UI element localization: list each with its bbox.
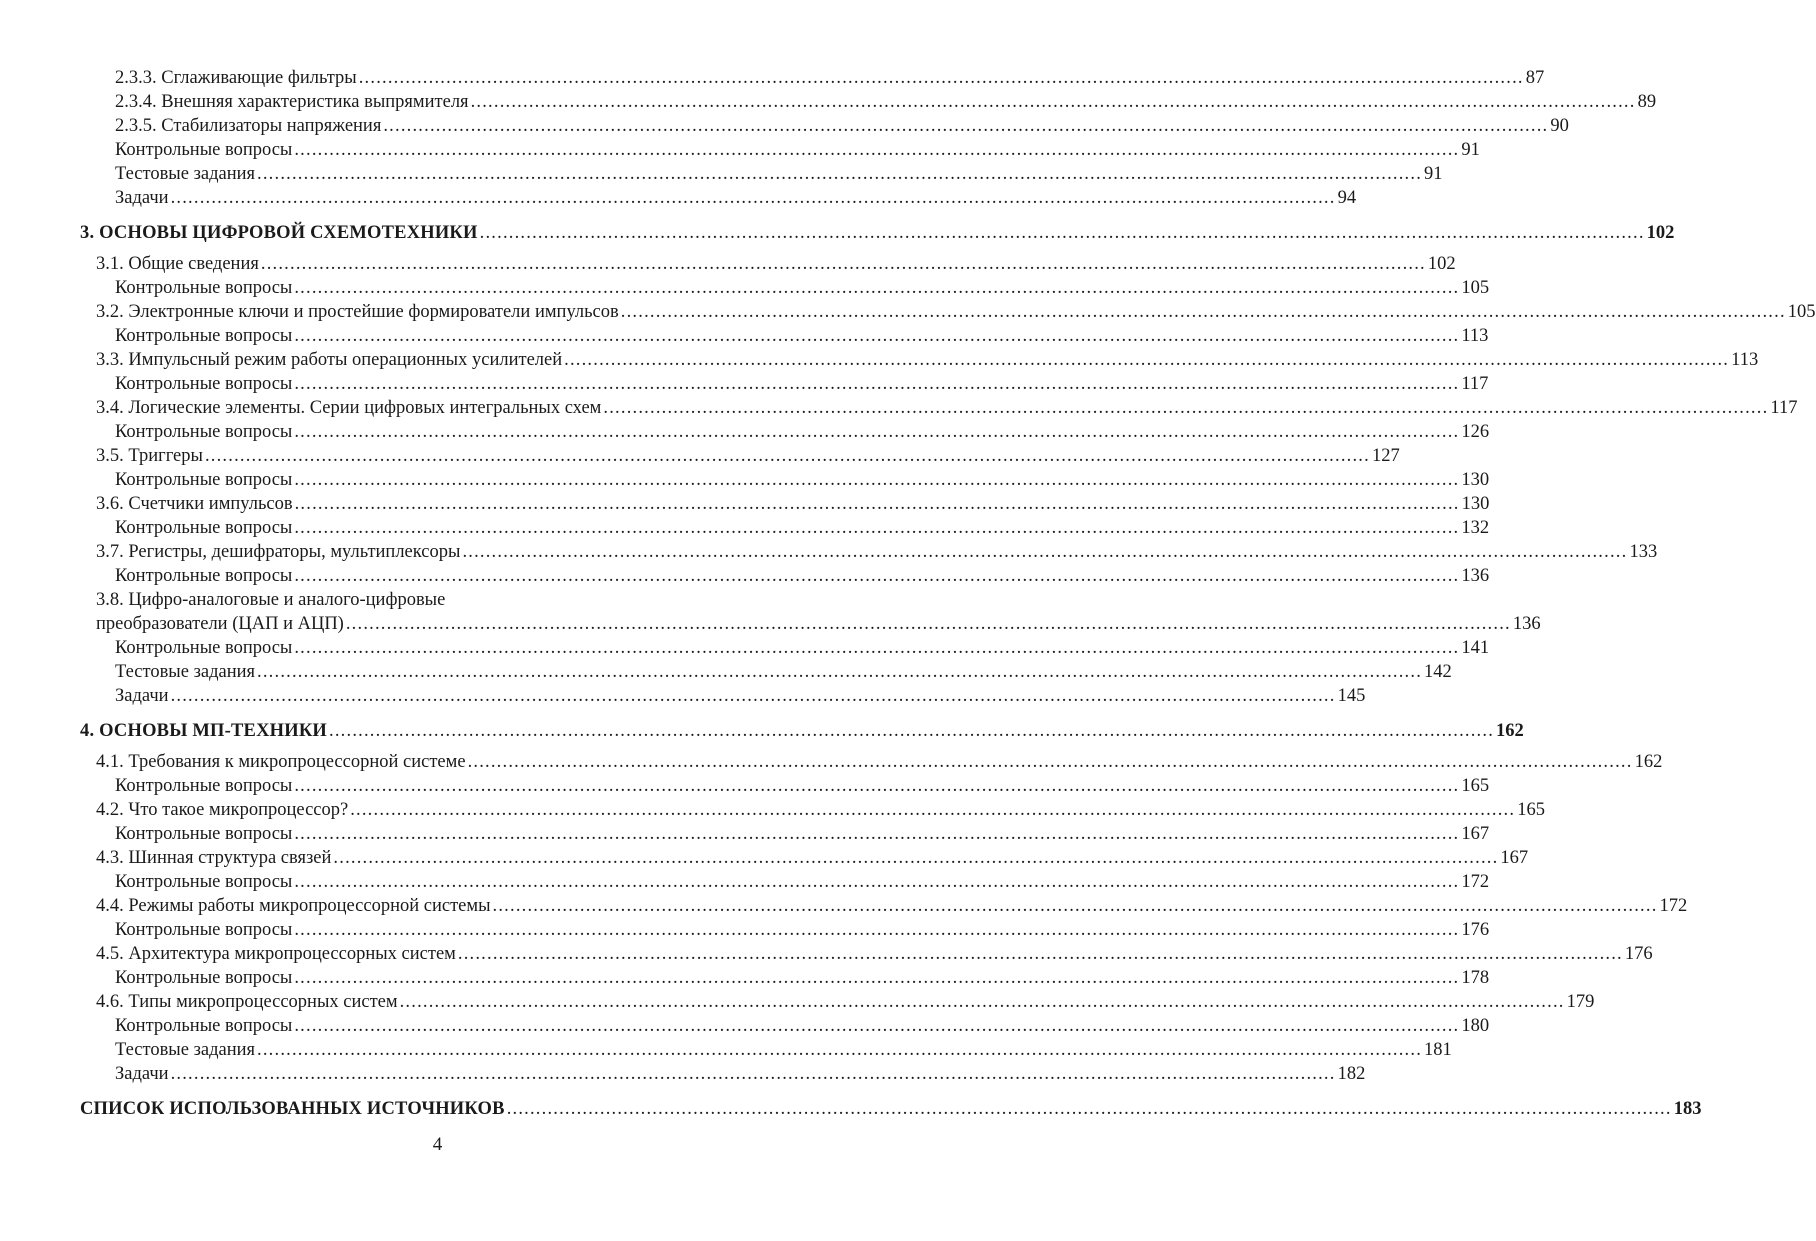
toc-row [0, 990, 1595, 1014]
toc-entry-page: 126 [1461, 422, 1490, 442]
toc-entry[interactable] [96, 252, 1456, 276]
toc-entry-page: 91 [1461, 140, 1480, 160]
toc-entry[interactable] [96, 894, 1688, 918]
toc-entry[interactable] [115, 276, 1490, 300]
toc-entry-label: 4.3. Шинная структура связей [96, 848, 332, 868]
dot-leader: ........................................................................................................................................................................................................ [333, 848, 1499, 868]
toc-entry-label: преобразователи (ЦАП и АЦП) [96, 614, 344, 634]
toc-entry-page: 130 [1461, 494, 1490, 514]
toc-row [0, 396, 1798, 420]
toc-row [0, 612, 1541, 636]
toc-entry-label: Контрольные вопросы [115, 374, 293, 394]
toc-entry-label: Тестовые задания [115, 164, 256, 184]
toc-entry[interactable] [96, 540, 1658, 564]
toc-entry-page: 181 [1424, 1040, 1452, 1060]
toc-entry[interactable] [115, 516, 1490, 540]
dot-leader: ........................................................................................................................................................................................................ [462, 542, 1628, 562]
toc-entry-label: Контрольные вопросы [115, 776, 293, 796]
toc-row [0, 870, 1490, 894]
toc-entry-label: 3.7. Регистры, дешифраторы, мультиплексоры [96, 542, 461, 562]
toc-row [0, 90, 1657, 114]
toc-entry-page: 90 [1550, 116, 1569, 136]
toc-entry-label: 2.3.3. Сглаживающие фильтры [115, 68, 357, 88]
dot-leader: ........................................................................................................................................................................................................ [294, 872, 1460, 892]
toc-entry-label: 3.8. Цифро-аналоговые и аналого-цифровые [96, 590, 446, 610]
dot-leader: ........................................................................................................................................................................................................ [564, 350, 1730, 370]
toc-entry[interactable] [115, 660, 1452, 684]
toc-entry[interactable] [96, 444, 1400, 468]
toc-entry-page: 117 [1770, 398, 1798, 418]
dot-leader: ........................................................................................................................................................................................................ [294, 140, 1460, 160]
dot-leader: ........................................................................................................................................................................................................ [294, 422, 1460, 442]
toc-row [0, 114, 1569, 138]
toc-entry-label: Контрольные вопросы [115, 140, 293, 160]
toc-entry-label: 4.5. Архитектура микропроцессорных систем [96, 944, 456, 964]
toc-entry[interactable] [115, 564, 1490, 588]
dot-leader: ........................................................................................................................................................................................................ [350, 800, 1516, 820]
toc-entry[interactable] [115, 372, 1489, 396]
toc-entry[interactable] [115, 66, 1545, 90]
toc-entry-page: 167 [1500, 848, 1529, 868]
toc-row [0, 186, 1357, 210]
toc-entry[interactable] [96, 348, 1759, 372]
dot-leader: ........................................................................................................................................................................................................ [294, 920, 1460, 940]
toc-entry-page: 127 [1371, 446, 1400, 466]
toc-row [0, 540, 1658, 564]
toc-entry-page: 176 [1624, 944, 1653, 964]
toc-row [0, 894, 1688, 918]
toc-entry-page: 179 [1566, 992, 1595, 1012]
toc-entry[interactable] [115, 114, 1569, 138]
toc-entry-page: 94 [1337, 188, 1357, 208]
toc-entry-label: Тестовые задания [115, 1040, 256, 1060]
toc-entry-page: 178 [1461, 968, 1490, 988]
toc-entry-page: 165 [1461, 776, 1490, 796]
toc-row [0, 516, 1490, 540]
toc-entry-label: 3.2. Электронные ключи и простейшие формирователи импульсов [96, 302, 619, 322]
toc-entry[interactable] [115, 870, 1490, 894]
toc-entry-label: СПИСОК ИСПОЛЬЗОВАННЫХ ИСТОЧНИКОВ [80, 1099, 505, 1119]
dot-leader: ........................................................................................................................................................................................................ [294, 326, 1460, 346]
dot-leader: ........................................................................................................................................................................................................ [294, 278, 1460, 298]
toc-entry-page: 162 [1634, 752, 1663, 772]
dot-leader: ........................................................................................................................................................................................................ [457, 944, 1623, 964]
toc-row [0, 1097, 1702, 1121]
toc-row [0, 636, 1490, 660]
toc-entry-label: 3.1. Общие сведения [96, 254, 259, 274]
dot-leader: ........................................................................................................................................................................................................ [260, 254, 1426, 274]
toc-entry-page: 162 [1496, 721, 1524, 741]
toc-entry-page: 117 [1461, 374, 1489, 394]
toc-entry[interactable] [115, 162, 1443, 186]
toc-entry-label: Контрольные вопросы [115, 1016, 293, 1036]
toc-entry[interactable] [96, 990, 1595, 1014]
toc-entry-page: 136 [1512, 614, 1541, 634]
dot-leader: ........................................................................................................................................................................................................ [294, 374, 1460, 394]
toc-entry-label: Контрольные вопросы [115, 968, 293, 988]
toc-row [0, 1038, 1452, 1062]
toc-entry-page: 165 [1517, 800, 1545, 820]
dot-leader: ........................................................................................................................................................................................................ [170, 686, 1336, 706]
toc-row [0, 372, 1489, 396]
toc-entry[interactable] [115, 774, 1490, 798]
toc-row [0, 719, 1524, 743]
dot-leader: ........................................................................................................................................................................................................ [358, 68, 1524, 88]
dot-leader: ........................................................................................................................................................................................................ [294, 566, 1460, 586]
toc-entry-label: 4.1. Требования к микропроцессорной системе [96, 752, 466, 772]
dot-leader: ........................................................................................................................................................................................................ [479, 223, 1645, 243]
toc-row [0, 1062, 1366, 1086]
toc-entry-page: 105 [1787, 302, 1816, 322]
toc-entry-page: 180 [1461, 1016, 1490, 1036]
toc-row [0, 276, 1490, 300]
dot-leader: ........................................................................................................................................................................................................ [345, 614, 1511, 634]
dot-leader: ........................................................................................................................................................................................................ [294, 638, 1460, 658]
dot-leader: ........................................................................................................................................................................................................ [399, 992, 1565, 1012]
toc-row [0, 966, 1490, 990]
toc-entry-label: Тестовые задания [115, 662, 256, 682]
page-number: 4 [432, 1134, 443, 1155]
toc-entry-page: 172 [1659, 896, 1688, 916]
dot-leader: ........................................................................................................................................................................................................ [294, 470, 1460, 490]
toc-row [0, 660, 1452, 684]
dot-leader: ........................................................................................................................................................................................................ [467, 752, 1633, 772]
toc-entry-label: Контрольные вопросы [115, 326, 293, 346]
toc-row [0, 492, 1490, 516]
toc-entry-label: 3.3. Импульсный режим работы операционных усилителей [96, 350, 563, 370]
toc-entry-page: 130 [1461, 470, 1490, 490]
toc-entry-label: Задачи [115, 1064, 169, 1084]
toc-entry[interactable] [115, 966, 1490, 990]
dot-leader: ........................................................................................................................................................................................................ [506, 1099, 1672, 1119]
dot-leader: ........................................................................................................................................................................................................ [329, 721, 1495, 741]
toc-entry[interactable] [96, 750, 1663, 774]
toc-entry[interactable] [96, 396, 1798, 420]
dot-leader: ........................................................................................................................................................................................................ [294, 518, 1460, 538]
toc-entry-label: 4.6. Типы микропроцессорных систем [96, 992, 398, 1012]
toc-row [0, 221, 1675, 245]
toc-entry-label: 4. ОСНОВЫ МП-ТЕХНИКИ [80, 721, 328, 741]
toc-entry-label: Контрольные вопросы [115, 872, 293, 892]
toc-row [0, 1014, 1490, 1038]
toc-entry[interactable] [115, 186, 1357, 210]
dot-leader: ........................................................................................................................................................................................................ [294, 824, 1460, 844]
toc-entry-label: Контрольные вопросы [115, 278, 293, 298]
toc-entry[interactable] [115, 138, 1480, 162]
toc-entry[interactable] [96, 612, 1541, 636]
toc-row [0, 774, 1490, 798]
dot-leader: ........................................................................................................................................................................................................ [603, 398, 1769, 418]
dot-leader: ........................................................................................................................................................................................................ [257, 164, 1423, 184]
toc-entry[interactable] [96, 846, 1529, 870]
dot-leader: ........................................................................................................................................................................................................ [294, 968, 1460, 988]
toc-row [0, 300, 1816, 324]
toc-entry-label: Контрольные вопросы [115, 824, 293, 844]
toc-entry[interactable] [96, 492, 1490, 516]
toc-entry-label: Задачи [115, 188, 169, 208]
toc-entry[interactable] [96, 798, 1545, 822]
toc-entry[interactable] [80, 221, 1675, 245]
toc-row [0, 138, 1480, 162]
toc-row [0, 822, 1490, 846]
toc-row [0, 252, 1456, 276]
toc-entry-page: 87 [1525, 68, 1545, 88]
toc-entry-label: Контрольные вопросы [115, 518, 293, 538]
toc-entry[interactable] [115, 1014, 1490, 1038]
toc-row [0, 564, 1490, 588]
toc-row [0, 468, 1490, 492]
toc-entry[interactable] [115, 324, 1489, 348]
toc-entry[interactable] [80, 1097, 1702, 1121]
toc-entry-label: 2.3.4. Внешняя характеристика выпрямителя [115, 92, 469, 112]
toc-entry-page: 176 [1461, 920, 1490, 940]
dot-leader: ........................................................................................................................................................................................................ [170, 1064, 1336, 1084]
toc-entry[interactable] [115, 636, 1490, 660]
dot-leader: ........................................................................................................................................................................................................ [492, 896, 1658, 916]
toc-entry[interactable] [115, 90, 1657, 114]
toc-entry-label: Контрольные вопросы [115, 422, 293, 442]
toc-entry-label: Контрольные вопросы [115, 470, 293, 490]
toc-entry-page: 102 [1646, 223, 1675, 243]
toc-row [0, 942, 1653, 966]
toc-row [0, 444, 1400, 468]
toc-entry-page: 102 [1427, 254, 1456, 274]
toc-row [0, 162, 1443, 186]
dot-leader: ........................................................................................................................................................................................................ [294, 1016, 1460, 1036]
toc-entry-label: Задачи [115, 686, 169, 706]
toc-entry-label: 4.2. Что такое микропроцессор? [96, 800, 349, 820]
toc-row [0, 588, 875, 612]
dot-leader: ........................................................................................................................................................................................................ [294, 494, 1460, 514]
dot-leader: ........................................................................................................................................................................................................ [204, 446, 1370, 466]
toc-row [0, 66, 1545, 90]
toc-entry-page: 142 [1424, 662, 1452, 682]
dot-leader: ........................................................................................................................................................................................................ [294, 776, 1460, 796]
toc-entry[interactable] [96, 942, 1653, 966]
toc-entry-page: 89 [1637, 92, 1657, 112]
toc-entry[interactable] [115, 468, 1490, 492]
toc-entry[interactable] [80, 719, 1524, 743]
toc-entry-label: 3.4. Логические элементы. Серии цифровых интегральных схем [96, 398, 602, 418]
dot-leader: ........................................................................................................................................................................................................ [170, 188, 1336, 208]
toc-entry[interactable] [115, 1038, 1452, 1062]
toc-entry-label: Контрольные вопросы [115, 638, 293, 658]
toc-entry-page: 132 [1461, 518, 1490, 538]
toc-entry-page: 141 [1461, 638, 1490, 658]
toc-entry[interactable] [96, 300, 1816, 324]
toc-entry[interactable] [115, 822, 1490, 846]
toc-row [0, 918, 1490, 942]
toc-entry-page: 136 [1461, 566, 1490, 586]
dot-leader: ........................................................................................................................................................................................................ [257, 1040, 1423, 1060]
toc-entry[interactable] [115, 684, 1366, 708]
dot-leader: ........................................................................................................................................................................................................ [257, 662, 1423, 682]
toc-row [0, 684, 1366, 708]
toc-entry-label: 3.5. Триггеры [96, 446, 203, 466]
toc-entry-page: 145 [1337, 686, 1366, 706]
toc-row [0, 846, 1529, 870]
toc-entry-page: 182 [1337, 1064, 1366, 1084]
toc-entry[interactable] [115, 918, 1490, 942]
toc-entry-page: 113 [1731, 350, 1759, 370]
toc-entry-label: 4.4. Режимы работы микропроцессорной системы [96, 896, 491, 916]
toc-row [0, 348, 1759, 372]
toc-row [0, 798, 1545, 822]
toc-entry-label: Контрольные вопросы [115, 566, 293, 586]
toc-entry-page: 91 [1424, 164, 1443, 184]
toc-row [0, 324, 1489, 348]
toc-entry-label: 2.3.5. Стабилизаторы напряжения [115, 116, 382, 136]
dot-leader: ........................................................................................................................................................................................................ [383, 116, 1549, 136]
dot-leader: ........................................................................................................................................................................................................ [620, 302, 1786, 322]
toc-entry-label: Контрольные вопросы [115, 920, 293, 940]
toc-entry-page: 133 [1629, 542, 1658, 562]
toc-entry-page: 167 [1461, 824, 1490, 844]
toc-entry-page: 172 [1461, 872, 1490, 892]
toc-row [0, 750, 1663, 774]
toc-entry-page: 113 [1461, 326, 1489, 346]
toc-entry[interactable] [115, 420, 1490, 444]
toc-entry-label: 3. ОСНОВЫ ЦИФРОВОЙ СХЕМОТЕХНИКИ [80, 223, 478, 243]
toc-entry[interactable] [115, 1062, 1366, 1086]
toc-entry-page: 183 [1673, 1099, 1702, 1119]
dot-leader: ........................................................................................................................................................................................................ [470, 92, 1636, 112]
toc-row [0, 420, 1490, 444]
toc-entry-label: 3.6. Счетчики импульсов [96, 494, 293, 514]
toc-entry-page: 105 [1461, 278, 1490, 298]
